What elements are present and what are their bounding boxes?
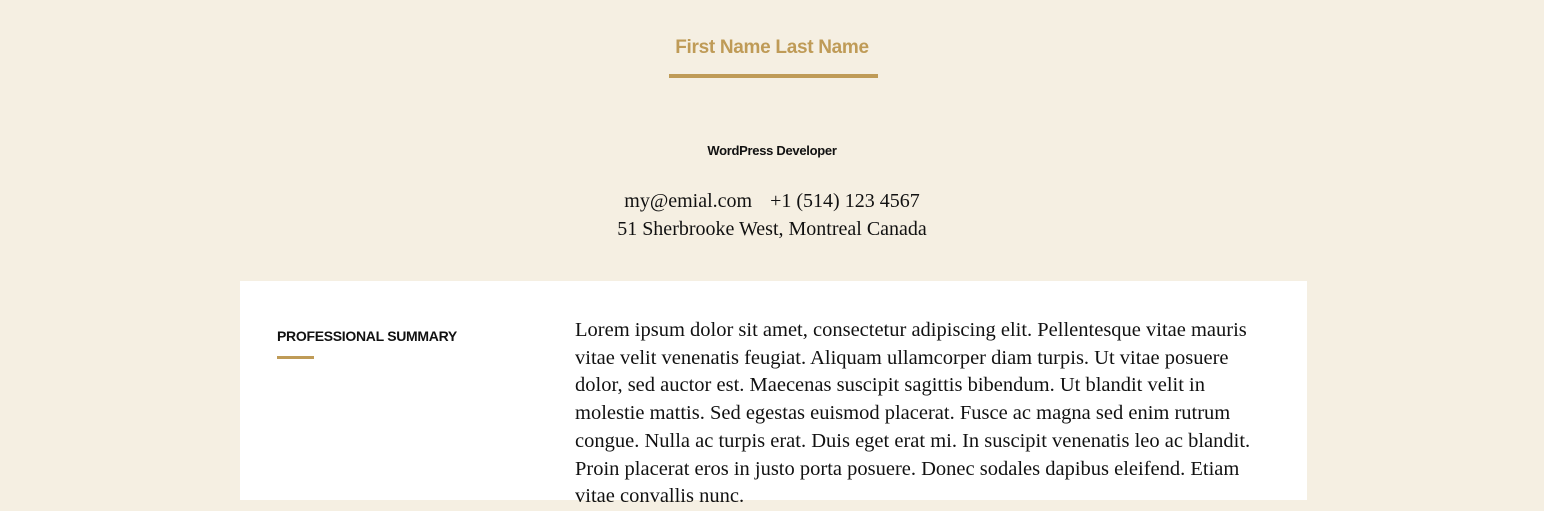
address-text: 51 Sherbrooke West, Montreal Canada [617, 218, 927, 240]
professional-summary-section [240, 281, 1307, 508]
job-title: WordPress Developer [707, 143, 837, 158]
full-name: First Name Last Name [675, 37, 869, 58]
name-underline [669, 74, 878, 78]
summary-text: Lorem ipsum dolor sit amet, consectetur adipiscing elit. Pellentesque vitae mauris vitae velit venenatis feugiat. Aliquam ullamcorper diam turpis. Ut vitae posuere dolor, sed auctor est. Maecenas suscipit sagittis bibendum. Ut blandit velit in molestie mattis. Sed egestas euismod placerat. Fusce ac magna sed enim rutrum congue. Nulla ac turpis erat. Duis eget erat mi. In suscipit venenatis leo ac blandit. Proin placerat eros in justo porta posuere. Donec sodales dapibus eleifend. Etiam vitae convallis nunc. [575, 319, 1251, 508]
section-title: PROFESSIONAL SUMMARY [277, 328, 457, 344]
email-text[interactable]: my@emial.com [624, 190, 753, 212]
section-title-underline [277, 356, 314, 359]
contact-line-primary [0, 188, 1544, 214]
phone-text[interactable]: +1 (514) 123 4567 [770, 190, 920, 212]
